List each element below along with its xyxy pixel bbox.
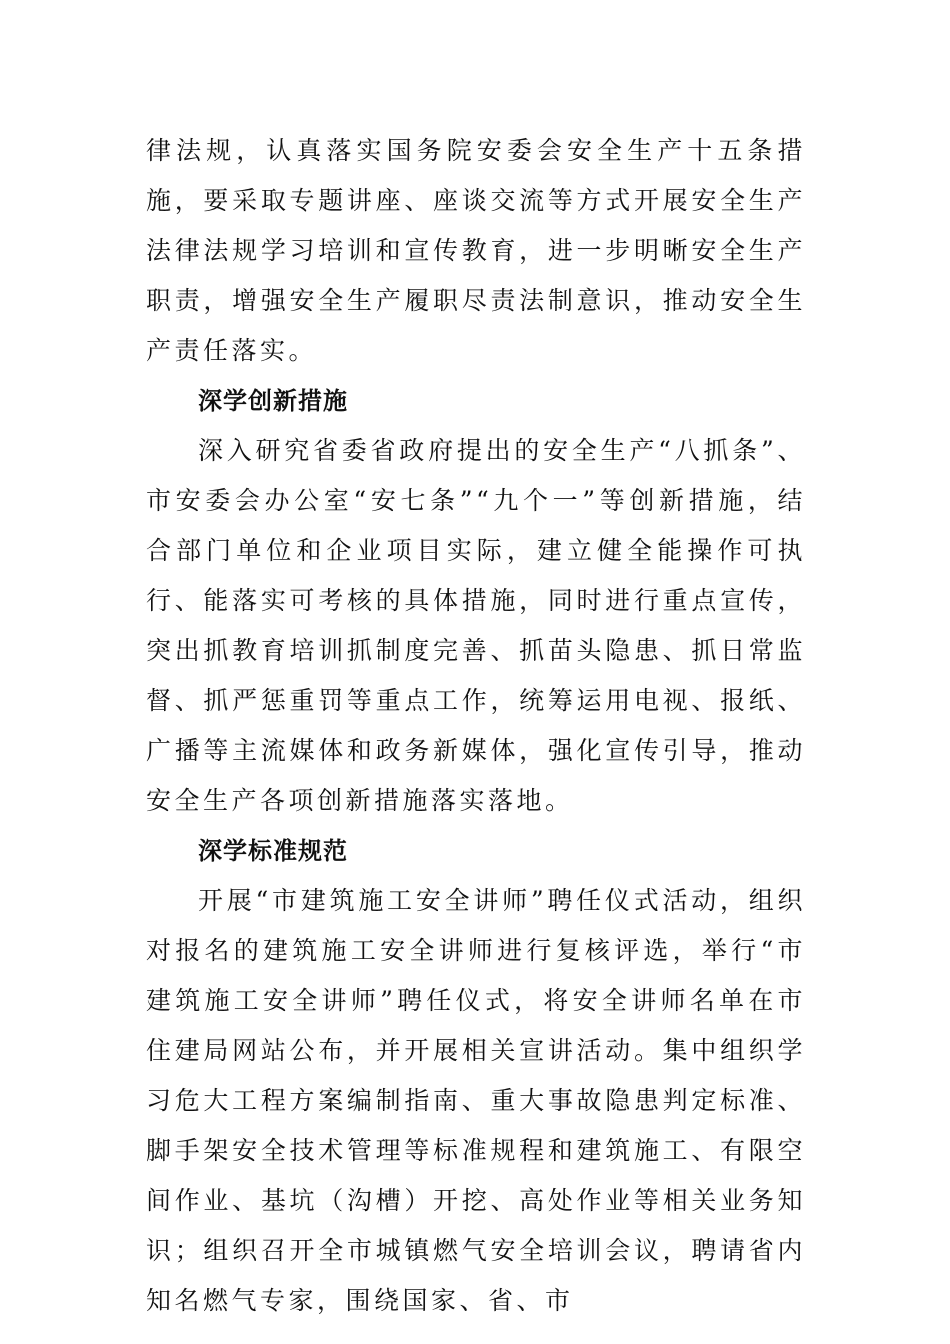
section-heading-innovation-measures: 深学创新措施: [198, 387, 348, 415]
paragraph-innovation-measures: 深入研究省委省政府提出的安全生产“八抓条”、市安委会办公室“安七条”“九个一”等创新措施，结合部门单位和企业项目实际，建立健全能操作可执行、能落实可考核的具体措施，同时进行重点宣传，突出抓教育培训抓制度完善、抓苗头隐患、抓日常监督、抓严惩重罚等重点工作，统筹运用电视、报纸、广播等主流媒体和政务新媒体，强化宣传引导，推动安全生产各项创新措施落实落地。: [146, 436, 806, 815]
section-heading-standards: 深学标准规范: [198, 837, 348, 865]
paragraph-standards: 开展“市建筑施工安全讲师”聘任仪式活动，组织对报名的建筑施工安全讲师进行复核评选，举行“市建筑施工安全讲师”聘任仪式，将安全讲师名单在市住建局网站公布，并开展相关宣讲活动。集中组织学习危大工程方案编制指南、重大事故隐患判定标准、脚手架安全技术管理等标准规程和建筑施工、有限空间作业、基坑（沟槽）开挖、高处作业等相关业务知识；组织召开全市城镇燃气安全培训会议，聘请省内知名燃气专家，围绕国家、省、市: [146, 886, 806, 1315]
document-body: [146, 126, 806, 1326]
paragraph-continuation: 律法规，认真落实国务院安委会安全生产十五条措施，要采取专题讲座、座谈交流等方式开展安全生产法律法规学习培训和宣传教育，进一步明晰安全生产职责，增强安全生产履职尽责法制意识，推动安全生产责任落实。: [146, 136, 806, 365]
